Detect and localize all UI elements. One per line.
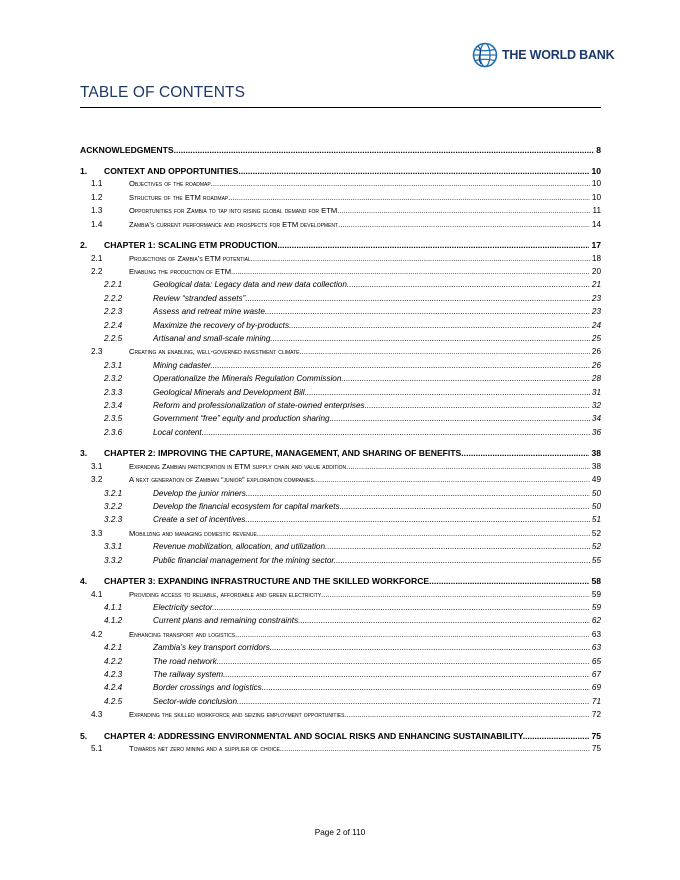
toc-entry-number: 2.: [80, 240, 88, 251]
toc-entry[interactable]: [80, 361, 601, 374]
toc-entry[interactable]: [80, 616, 601, 629]
toc-entry-number: 3.2: [91, 475, 103, 485]
toc-entry-title: Projections of Zambia’s ETM potential .....: [129, 254, 590, 263]
toc-entry-number: 4.: [80, 576, 88, 587]
toc-entry-number: 3.2.1: [104, 488, 123, 498]
toc-entry-page: 75: [591, 730, 601, 741]
toc-entry[interactable]: [80, 697, 601, 710]
toc-entry-page: 14: [591, 219, 601, 229]
toc-entry-page: 34: [591, 414, 601, 424]
toc-entry[interactable]: [80, 590, 601, 603]
toc-entry[interactable]: [80, 321, 601, 334]
toc-entry-title: CHAPTER 3: EXPANDING INFRASTRUCTURE AND THE SKILLED WORKFORCE .....: [104, 576, 589, 586]
toc-entry[interactable]: [80, 267, 601, 280]
toc-entry-page: 59: [591, 589, 601, 599]
toc-entry-page: 38: [591, 461, 601, 471]
toc-entry-page: 36: [591, 427, 601, 437]
toc-entry-number: 2.2.1: [104, 280, 123, 290]
toc-entry-title: Develop the junior miners .....: [153, 489, 590, 498]
toc-entry-title: Artisanal and small-scale mining .....: [153, 334, 590, 343]
toc-entry-number: 3.3.2: [104, 555, 123, 565]
toc-entry-number: 1.: [80, 165, 88, 176]
toc-entry-title: Objectives of the roadmap .....: [129, 179, 590, 188]
toc-entry-title: Government “free” equity and production sharing .....: [153, 414, 590, 423]
toc-entry-page: 23: [591, 307, 601, 317]
toc-entry[interactable]: [80, 347, 601, 360]
toc-entry-number: 1.4: [91, 219, 103, 229]
toc-entry[interactable]: [80, 374, 601, 387]
toc-entry[interactable]: [80, 630, 601, 643]
toc-entry-number: 2.2: [91, 267, 103, 277]
toc-entry[interactable]: [80, 448, 601, 461]
toc-entry[interactable]: [80, 145, 601, 158]
toc-entry-title: Enabling the production of ETM .....: [129, 267, 590, 276]
toc-entry-page: 17: [591, 240, 601, 251]
toc-entry[interactable]: [80, 657, 601, 670]
page-title: TABLE OF CONTENTS: [80, 84, 246, 101]
toc-entry-title: Revenue mobilization, allocation, and utilization .....: [153, 542, 590, 551]
toc-entry-page: 10: [591, 192, 601, 202]
toc-entry-number: 5.: [80, 730, 88, 741]
toc-entry-number: 5.1: [91, 744, 103, 754]
toc-entry-page: 28: [591, 374, 601, 384]
toc-entry-number: 4.2.5: [104, 696, 123, 706]
toc-entry-title: CHAPTER 1: SCALING ETM PRODUCTION .....: [104, 240, 589, 250]
toc-entry-page: 69: [591, 683, 601, 693]
toc-entry-page: 67: [591, 669, 601, 679]
toc-entry[interactable]: [80, 206, 601, 219]
toc-entry-page: 58: [591, 576, 601, 587]
toc-entry[interactable]: [80, 489, 601, 502]
toc-entry-page: 71: [591, 696, 601, 706]
toc-entry-page: 10: [591, 165, 601, 176]
toc-entry[interactable]: [80, 280, 601, 293]
toc-entry-title: A next generation of Zambian “junior” exploration companies .....: [129, 475, 590, 484]
toc-entry[interactable]: [80, 166, 601, 179]
toc-entry[interactable]: [80, 603, 601, 616]
toc-entry-number: 4.2.4: [104, 683, 123, 693]
toc-entry-number: 2.3.6: [104, 427, 123, 437]
toc-entry-number: 4.1: [91, 589, 103, 599]
toc-entry-number: 3.2.3: [104, 515, 123, 525]
toc-entry-title: Opportunities for Zambia to tap into rising global demand for ETM .....: [129, 206, 590, 215]
toc-entry-page: 23: [591, 293, 601, 303]
toc-entry[interactable]: [80, 179, 601, 192]
toc-entry-page: 24: [591, 320, 601, 330]
toc-entry[interactable]: [80, 475, 601, 488]
toc-entry-number: 4.3: [91, 710, 103, 720]
toc-entry[interactable]: [80, 670, 601, 683]
toc-entry-page: 50: [591, 501, 601, 511]
toc-entry-number: 2.3.5: [104, 414, 123, 424]
toc-entry[interactable]: [80, 731, 601, 744]
toc-entry[interactable]: [80, 193, 601, 206]
toc-entry-title: Operationalize the Minerals Regulation Commission .....: [153, 374, 590, 383]
toc-entry[interactable]: [80, 220, 601, 233]
toc-entry-title: Electricity sector .....: [153, 603, 590, 612]
toc-entry-title: Border crossings and logistics .....: [153, 683, 590, 692]
toc-entry-number: 4.2.3: [104, 669, 123, 679]
toc-entry[interactable]: [80, 643, 601, 656]
toc-entry-number: 3.2.2: [104, 501, 123, 511]
toc-entry-number: 3.3: [91, 528, 103, 538]
toc-entry[interactable]: [80, 428, 601, 441]
toc-entry-title: Assess and retreat mine waste .....: [153, 307, 590, 316]
toc-entry-number: 2.3: [91, 347, 103, 357]
toc-entry-page: 65: [591, 656, 601, 666]
toc-entry-page: 26: [591, 360, 601, 370]
globe-icon: [472, 42, 498, 68]
toc-entry-title: Local content .....: [153, 428, 590, 437]
toc-entry-number: 3.1: [91, 461, 103, 471]
toc-entry-number: 4.1.1: [104, 602, 123, 612]
world-bank-logo: [472, 41, 614, 69]
toc-entry-page: 72: [591, 710, 601, 720]
toc-entry-title: CHAPTER 2: IMPROVING THE CAPTURE, MANAGEMENT, AND SHARING OF BENEFITS .....: [104, 448, 589, 458]
toc-entry-page: 38: [591, 448, 601, 459]
toc-entry-number: 2.3.2: [104, 374, 123, 384]
toc-entry-page: 63: [591, 643, 601, 653]
toc-entry-page: 18: [591, 253, 601, 263]
toc-entry-number: 4.2.2: [104, 656, 123, 666]
toc-entry-page: 55: [591, 555, 601, 565]
toc-entry-title: Creating an enabling, well-governed investment climate .....: [129, 347, 590, 356]
toc-entry-number: 2.3.4: [104, 400, 123, 410]
title-divider: [80, 107, 601, 108]
toc-entry-number: 2.1: [91, 253, 103, 263]
toc-entry-page: 8: [596, 145, 601, 156]
toc-entry[interactable]: [80, 462, 601, 475]
toc-entry-page: 32: [591, 400, 601, 410]
toc-entry-page: 10: [591, 179, 601, 189]
toc-entry-title: ACKNOWLEDGMENTS .....: [80, 145, 594, 155]
toc-entry[interactable]: [80, 744, 601, 757]
toc-entry-title: Mobilizing and managing domestic revenue .....: [129, 529, 590, 538]
toc-entry[interactable]: [80, 307, 601, 320]
toc-entry[interactable]: [80, 710, 601, 723]
toc-entry[interactable]: [80, 683, 601, 696]
toc-entry[interactable]: [80, 388, 601, 401]
toc-entry-page: 21: [591, 280, 601, 290]
toc-entry[interactable]: [80, 414, 601, 427]
toc-entry-title: Zambia’s current performance and prospects for ETM development .....: [129, 220, 590, 229]
page-footer: Page 2 of 110: [314, 828, 366, 837]
toc-entry-number: 4.2: [91, 629, 103, 639]
toc-entry-page: 11: [592, 206, 601, 216]
toc-entry-title: Review “stranded assets” .....: [153, 294, 590, 303]
table-of-contents: [80, 138, 601, 758]
toc-entry[interactable]: [80, 294, 601, 307]
toc-entry-title: Towards net zero mining and a supplier of choice .....: [129, 744, 590, 753]
toc-entry-title: Maximize the recovery of by-products .....: [153, 321, 590, 330]
toc-entry-title: CHAPTER 4: ADDRESSING ENVIRONMENTAL AND SOCIAL RISKS AND ENHANCING SUSTAINABILITY .....: [104, 731, 589, 741]
toc-entry-number: 3.3.1: [104, 542, 123, 552]
toc-entry-number: 2.2.2: [104, 293, 123, 303]
toc-entry-page: 62: [591, 616, 601, 626]
toc-entry-title: Structure of the ETM roadmap .....: [129, 193, 590, 202]
toc-entry-number: 1.3: [91, 206, 103, 216]
toc-entry[interactable]: [80, 576, 601, 589]
toc-entry-title: Zambia’s key transport corridors .....: [153, 643, 590, 652]
toc-entry-number: 3.: [80, 448, 88, 459]
logo-text: THE WORLD BANK: [502, 48, 615, 62]
toc-entry-page: 75: [591, 744, 601, 754]
toc-entry[interactable]: [80, 502, 601, 515]
toc-entry[interactable]: [80, 254, 601, 267]
toc-entry-title: Sector-wide conclusion .....: [153, 697, 590, 706]
toc-entry-page: 25: [591, 333, 601, 343]
toc-entry-number: 1.2: [91, 192, 103, 202]
toc-entry-page: 59: [591, 602, 601, 612]
toc-entry-number: 2.3.1: [104, 360, 123, 370]
toc-entry-page: 20: [591, 267, 601, 277]
toc-entry-title: Create a set of incentives .....: [153, 515, 590, 524]
toc-entry-title: The railway system .....: [153, 670, 590, 679]
toc-entry-page: 52: [591, 528, 601, 538]
toc-entry[interactable]: [80, 334, 601, 347]
toc-entry-title: Develop the financial ecosystem for capital markets .....: [153, 502, 590, 511]
toc-entry-title: Mining cadaster .....: [153, 361, 590, 370]
toc-entry-title: Current plans and remaining constraints .....: [153, 616, 590, 625]
toc-entry-title: Geological Minerals and Development Bill .....: [153, 388, 590, 397]
toc-entry-page: 26: [591, 347, 601, 357]
toc-entry-title: Geological data: Legacy data and new data collection .....: [153, 280, 590, 289]
toc-entry[interactable]: [80, 529, 601, 542]
toc-entry-title: Expanding the skilled workforce and seizing employment opportunities .....: [129, 710, 590, 719]
toc-entry-page: 51: [591, 515, 601, 525]
toc-entry[interactable]: [80, 401, 601, 414]
toc-entry-number: 2.2.3: [104, 307, 123, 317]
toc-entry-number: 1.1: [91, 179, 103, 189]
toc-entry-number: 2.2.5: [104, 333, 123, 343]
toc-entry-title: CONTEXT AND OPPORTUNITIES .....: [104, 166, 589, 176]
toc-entry-page: 52: [591, 542, 601, 552]
toc-entry-number: 2.2.4: [104, 320, 123, 330]
toc-entry-page: 49: [591, 475, 601, 485]
toc-entry-title: Enhancing transport and logistics .....: [129, 630, 590, 639]
toc-entry-page: 63: [591, 629, 601, 639]
toc-entry-page: 50: [591, 488, 601, 498]
toc-entry-page: 31: [591, 387, 601, 397]
toc-entry-title: Reform and professionalization of state-owned enterprises .....: [153, 401, 590, 410]
toc-entry[interactable]: [80, 542, 601, 555]
toc-entry-number: 4.1.2: [104, 616, 123, 626]
toc-entry-title: Public financial management for the mining sector .....: [153, 556, 590, 565]
toc-entry[interactable]: [80, 240, 601, 253]
toc-entry-title: Expanding Zambian participation in ETM supply chain and value addition .....: [129, 462, 590, 471]
toc-entry-number: 4.2.1: [104, 643, 123, 653]
toc-entry-title: The road network .....: [153, 657, 590, 666]
toc-entry-number: 2.3.3: [104, 387, 123, 397]
toc-entry[interactable]: [80, 515, 601, 528]
toc-entry-title: Providing access to reliable, affordable and green electricity .....: [129, 590, 590, 599]
toc-entry[interactable]: [80, 556, 601, 569]
